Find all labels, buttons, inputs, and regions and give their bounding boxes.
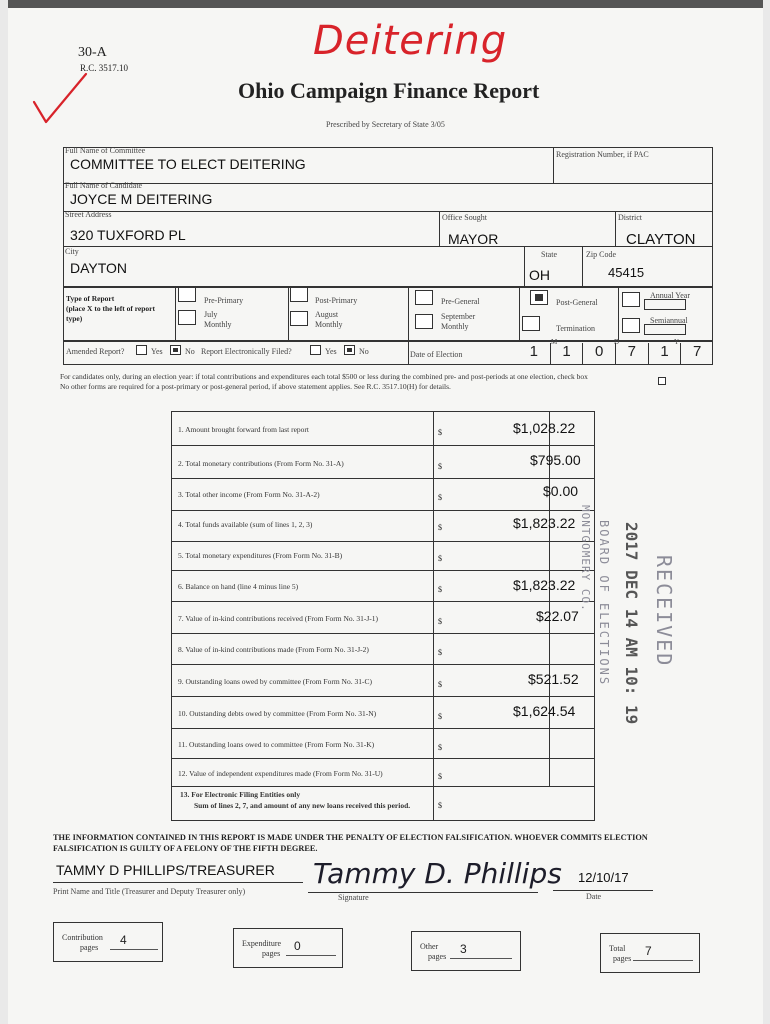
- checkbox-semiannual[interactable]: [622, 318, 640, 333]
- annual-year-label: Annual Year: [650, 291, 690, 300]
- line-label: 9. Outstanding loans owed by committee (From Form No. 31-C): [178, 677, 372, 686]
- expenditure-pages-box: Expenditure pages 0: [233, 928, 343, 968]
- city-value: DAYTON: [70, 260, 128, 276]
- checkbox-electronic-no[interactable]: [344, 345, 355, 355]
- committee-name: COMMITTEE TO ELECT DEITERING: [70, 156, 306, 172]
- dollar-sign: $: [438, 772, 442, 781]
- report-type-label: Type of Report (place X to the left of report type): [66, 294, 155, 323]
- scan-edge: [8, 0, 763, 8]
- date-digit: 1: [529, 343, 538, 360]
- report-type-block: [63, 287, 713, 341]
- dollar-sign: $: [438, 585, 442, 594]
- monthly-label-2: Monthly: [315, 320, 343, 329]
- checkbox-post-general[interactable]: [530, 290, 548, 305]
- dollar-sign: $: [438, 493, 442, 502]
- date-d-label: D: [614, 338, 620, 346]
- office-label: Office Sought: [442, 213, 487, 222]
- semiannual-label: Semiannual: [650, 316, 688, 325]
- line-label: 8. Value of in-kind contributions made (From Form No. 31-J-2): [178, 645, 369, 654]
- amended-no-label: No: [185, 347, 195, 356]
- line-label: 6. Balance on hand (line 4 minus line 5): [178, 582, 299, 591]
- date-label: Date: [586, 892, 602, 901]
- line-13-sublabel: Sum of lines 2, 7, and amount of any new loans received this period.: [194, 801, 411, 810]
- dollar-sign: $: [438, 462, 442, 471]
- post-general-label: Post-General: [556, 298, 598, 307]
- electronic-no-label: No: [359, 347, 369, 356]
- line-label: 10. Outstanding debts owed by committee (From Form No. 31-N): [178, 709, 377, 718]
- checkbox-annual[interactable]: [622, 292, 640, 307]
- zip-label: Zip Code: [586, 250, 616, 259]
- checkbox-september-monthly[interactable]: [415, 314, 433, 329]
- committee-label: Full Name of Committee: [65, 146, 146, 155]
- line-amount: $1,028.22: [513, 420, 576, 436]
- line-label: 7. Value of in-kind contributions received (From Form No. 31-J-1): [178, 614, 379, 623]
- state-value: OH: [529, 267, 550, 283]
- dollar-sign: $: [438, 680, 442, 689]
- date-digit: 1: [648, 343, 681, 365]
- signature: Tammy D. Phillips: [313, 857, 562, 890]
- checkbox-pre-primary[interactable]: [178, 287, 196, 302]
- dollar-sign: $: [438, 523, 442, 532]
- total-pages-box: Total pages 7: [600, 933, 700, 973]
- dollar-sign: $: [438, 428, 442, 437]
- signature-date: 12/10/17: [578, 870, 629, 885]
- treasurer-name: TAMMY D PHILLIPS/TREASURER: [56, 862, 275, 878]
- checkbox-amended-no[interactable]: [170, 345, 181, 355]
- date-m-label: M: [551, 338, 558, 346]
- district-value: CLAYTON: [626, 231, 696, 248]
- election-date-label: Date of Election: [410, 350, 463, 359]
- date-digit: 0: [582, 343, 615, 365]
- checkbox-pre-general[interactable]: [415, 290, 433, 305]
- prescribed-text: Prescribed by Secretary of State 3/05: [326, 120, 445, 129]
- candidate-note: For candidates only, during an election year: if total contributions and expenditures each total $500 or less during the combined pre- and post-periods at one election, check box No other forms are required for a post-primary or post-general period, if above statement applies. See R.C. 3517.10(H) for details.: [60, 372, 588, 391]
- penalty-statement: THE INFORMATION CONTAINED IN THIS REPORT IS MADE UNDER THE PENALTY OF ELECTION FALSIFICATION. WHOEVER COMMITS ELECTION FALSIFICATION IS GUILTY OF A FELONY OF THE FIFTH DEGREE.: [53, 833, 648, 853]
- checkbox-post-primary[interactable]: [290, 287, 308, 302]
- checkbox-amended-yes[interactable]: [136, 345, 147, 355]
- monthly-label-3: Monthly: [441, 322, 469, 331]
- line-amount: $1,823.22: [513, 577, 576, 593]
- amended-yes-label: Yes: [151, 347, 163, 356]
- date-y-label: Y: [674, 338, 680, 346]
- district-label: District: [618, 213, 642, 222]
- city-label: City: [65, 247, 79, 256]
- checkbox-july-monthly[interactable]: [178, 310, 196, 325]
- candidate-label: Full Name of Candidate: [65, 181, 143, 190]
- dollar-sign: $: [438, 712, 442, 721]
- line-label: 5. Total monetary expenditures (From Form No. 31-B): [178, 551, 343, 560]
- checkbox-under-500[interactable]: [658, 377, 666, 385]
- board-stamp: BOARD OF ELECTIONS: [597, 520, 611, 687]
- form-number: 30-A: [78, 45, 107, 60]
- electronic-label: Report Electronically Filed?: [201, 347, 292, 356]
- state-label: State: [541, 250, 557, 259]
- candidate-name: JOYCE M DEITERING: [70, 191, 213, 207]
- line-label: 12. Value of independent expenditures made (From Form No. 31-U): [178, 769, 383, 778]
- line-label: 3. Total other income (From Form No. 31-A-2): [178, 490, 320, 499]
- checkbox-august-monthly[interactable]: [290, 311, 308, 326]
- handwritten-name: Deitering: [313, 18, 508, 64]
- dollar-sign: $: [438, 554, 442, 563]
- checkmark-icon: [30, 70, 90, 130]
- expenditure-pages: 0: [294, 939, 301, 953]
- contribution-pages-box: Contribution pages 4: [53, 922, 163, 962]
- dollar-sign: $: [438, 743, 442, 752]
- line-label: 2. Total monetary contributions (From Form No. 31-A): [178, 459, 344, 468]
- dollar-sign: $: [438, 801, 442, 810]
- line-amount: $22.07: [536, 608, 579, 624]
- street-label: Street Address: [65, 210, 112, 219]
- other-pages: 3: [460, 942, 467, 956]
- line-label: 1. Amount brought forward from last report: [178, 425, 310, 434]
- date-digit: 7: [615, 343, 648, 365]
- total-pages: 7: [645, 944, 652, 958]
- termination-label: Termination: [556, 324, 595, 333]
- line-amount: $1,823.22: [513, 515, 576, 531]
- line-label: 11. Outstanding loans owed to committee (From Form No. 31-K): [178, 740, 375, 749]
- report-title: Ohio Campaign Finance Report: [238, 78, 540, 103]
- dollar-sign: $: [438, 648, 442, 657]
- september-label: September: [441, 312, 476, 321]
- checkbox-electronic-yes[interactable]: [310, 345, 321, 355]
- signature-label: Signature: [338, 893, 369, 902]
- semiannual-field: [644, 324, 686, 335]
- form-page: [8, 0, 763, 1024]
- street-address: 320 TUXFORD PL: [70, 227, 186, 243]
- date-digit: 7: [680, 343, 713, 365]
- zip-value: 45415: [608, 265, 645, 280]
- received-stamp: RECEIVED: [652, 555, 676, 668]
- amended-label: Amended Report?: [66, 347, 125, 356]
- line-amount: $795.00: [530, 452, 581, 468]
- other-pages-box: Other pages 3: [411, 931, 521, 971]
- office-sought: MAYOR: [448, 231, 499, 247]
- august-label: August: [315, 310, 339, 319]
- county-stamp: MONTGOMERY CO.: [579, 505, 592, 612]
- line-13-label: 13. For Electronic Filing Entities only: [180, 790, 301, 799]
- election-date-digits: [518, 343, 713, 365]
- annual-year-field: [644, 299, 686, 310]
- received-date-stamp: 2017 DEC 14 AM 10: 19: [622, 522, 641, 725]
- print-name-label: Print Name and Title (Treasurer and Deputy Treasurer only): [53, 887, 246, 896]
- line-amount: $0.00: [543, 483, 579, 499]
- line-amount: $521.52: [528, 671, 579, 687]
- dollar-sign: $: [438, 617, 442, 626]
- line-label: 4. Total funds available (sum of lines 1, 2, 3): [178, 520, 313, 529]
- date-digit: 1: [550, 343, 583, 365]
- monthly-label-1: Monthly: [204, 320, 232, 329]
- contribution-pages: 4: [120, 933, 127, 947]
- pre-primary-label: Pre-Primary: [204, 296, 244, 305]
- post-primary-label: Post-Primary: [315, 296, 358, 305]
- electronic-yes-label: Yes: [325, 347, 337, 356]
- checkbox-termination[interactable]: [522, 316, 540, 331]
- rc-reference: R.C. 3517.10: [80, 63, 129, 73]
- line-amount: $1,624.54: [513, 703, 576, 719]
- july-label: July: [204, 310, 218, 319]
- pre-general-label: Pre-General: [441, 297, 480, 306]
- registration-label: Registration Number, if PAC: [556, 150, 649, 159]
